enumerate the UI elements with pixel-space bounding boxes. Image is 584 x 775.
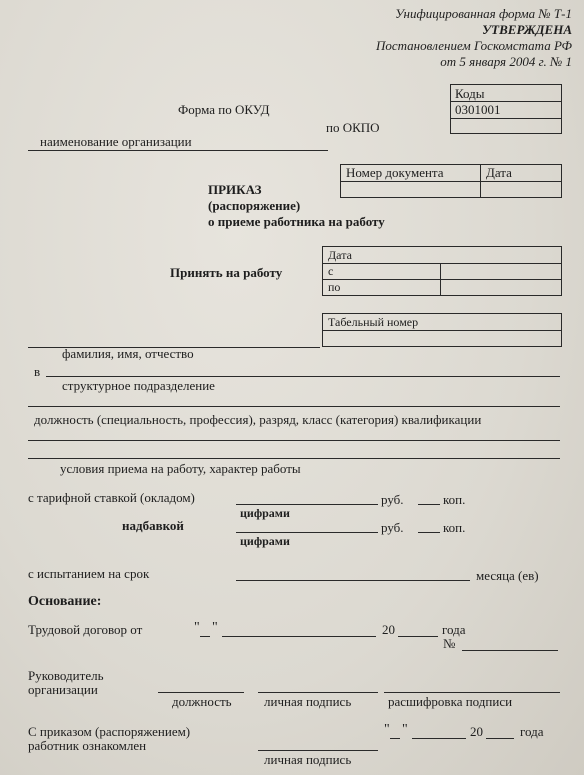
order-title: ПРИКАЗ	[208, 182, 262, 197]
contract-year-prefix: 20	[382, 622, 395, 637]
head-decode-line	[384, 692, 560, 693]
head-decode-caption: расшифровка подписи	[388, 694, 513, 709]
position-line	[28, 406, 560, 407]
contract-quote-open: "	[194, 620, 200, 635]
tariff-rub: руб.	[381, 492, 404, 507]
tariff-kop: коп.	[443, 492, 466, 507]
head-position-line	[158, 692, 244, 693]
okud-label: Форма по ОКУД	[178, 102, 270, 117]
bonus-kop: коп.	[443, 520, 466, 535]
tariff-label: с тарифной ставкой (окладом)	[28, 490, 195, 505]
fio-label: фамилия, имя, отчество	[62, 346, 194, 361]
codes-title: Коды	[455, 86, 485, 101]
doc-number-header: Номер документа	[346, 165, 444, 180]
contract-quote-close: "	[212, 620, 218, 635]
bonus-rub: руб.	[381, 520, 404, 535]
ack-label-1: С приказом (распоряжением)	[28, 724, 191, 739]
approved-by: Постановлением Госкомстата РФ	[375, 38, 572, 53]
ack-year-line	[486, 738, 514, 739]
contract-year-suffix: года	[442, 622, 466, 637]
ack-year-prefix: 20	[470, 724, 483, 739]
tariff-rub-line	[236, 504, 378, 505]
contract-year-line	[398, 636, 438, 637]
contract-month-line	[222, 636, 376, 637]
hire-from-label: с	[328, 264, 334, 278]
contract-label: Трудовой договор от	[28, 622, 143, 637]
trial-label: с испытанием на срок	[28, 566, 150, 581]
head-signature-line	[258, 692, 378, 693]
head-signature-caption: личная подпись	[264, 694, 352, 709]
trial-line	[236, 580, 470, 581]
worker-signature-caption: личная подпись	[264, 752, 352, 767]
head-label: Руководитель	[28, 668, 104, 683]
position-line-2	[28, 440, 560, 441]
order-subtitle: (распоряжение)	[208, 198, 301, 213]
tab-number-header: Табельный номер	[328, 315, 419, 329]
worker-signature-line	[258, 750, 378, 751]
hire-date-header: Дата	[328, 248, 352, 262]
department-line	[46, 376, 560, 377]
bonus-rub-line	[236, 532, 378, 533]
approved-label: УТВЕРЖДЕНА	[482, 22, 572, 37]
organization-label: наименование организации	[40, 134, 192, 149]
okud-code: 0301001	[455, 102, 501, 117]
bonus-label: надбавкой	[122, 518, 184, 533]
conditions-line	[28, 458, 560, 459]
tariff-digits: цифрами	[240, 506, 290, 520]
bonus-kop-line	[418, 532, 440, 533]
hire-label: Принять на работу	[170, 265, 283, 280]
ack-year-suffix: года	[520, 724, 544, 739]
bonus-digits: цифрами	[240, 534, 290, 548]
hire-date-table	[322, 246, 562, 296]
hire-table-separator	[440, 263, 441, 296]
ack-quote-close: "	[402, 722, 408, 737]
hire-table-divider-1	[322, 263, 562, 264]
hire-to-label: по	[328, 280, 341, 294]
codes-divider-2	[450, 118, 562, 119]
head-position-caption: должность	[172, 694, 232, 709]
head-org-label: организации	[28, 682, 98, 697]
tariff-kop-line	[418, 504, 440, 505]
approved-date: от 5 января 2004 г. № 1	[440, 54, 572, 69]
conditions-label: условия приема на работу, характер работы	[60, 461, 301, 476]
contract-number-sign: №	[443, 636, 456, 651]
ack-quote-open: "	[384, 722, 390, 737]
in-label: в	[34, 364, 41, 379]
hire-table-divider-2	[322, 279, 562, 280]
ack-month-line	[412, 738, 466, 739]
order-about: о приеме работника на работу	[208, 214, 385, 229]
contract-number-line	[462, 650, 558, 651]
ack-day-line	[390, 738, 400, 739]
tab-number-divider	[322, 330, 562, 331]
department-label: структурное подразделение	[62, 378, 215, 393]
basis-label: Основание:	[28, 594, 102, 609]
contract-day-line	[200, 636, 210, 637]
trial-months: месяца (ев)	[476, 568, 539, 583]
doc-date-header: Дата	[486, 165, 512, 180]
form-number: Унифицированная форма № Т-1	[395, 6, 572, 21]
okpo-label: по ОКПО	[326, 120, 380, 135]
organization-line	[28, 150, 328, 151]
doc-table-divider	[340, 181, 562, 182]
position-label: должность (специальность, профессия), разряд, класс (категория) квалификации	[34, 412, 482, 427]
ack-label-2: работник ознакомлен	[28, 738, 147, 753]
